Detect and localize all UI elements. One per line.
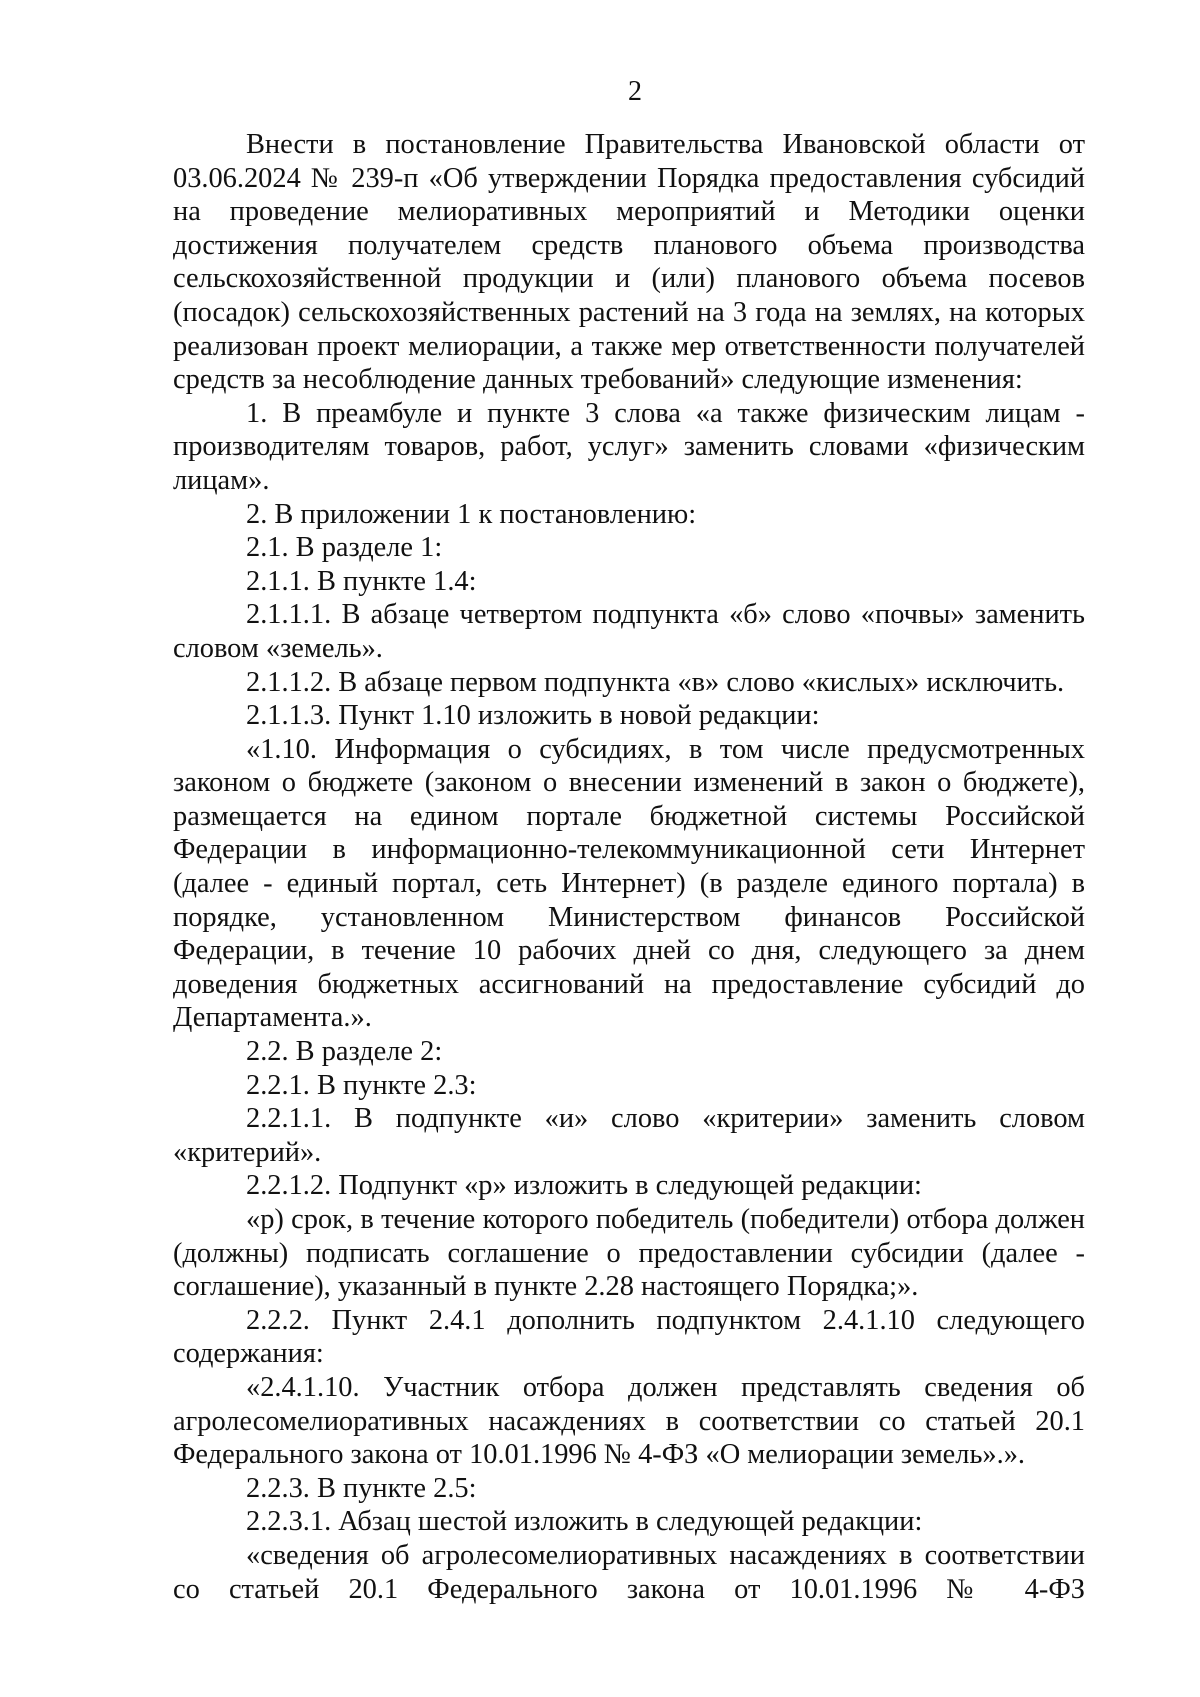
paragraph-item-2-2-1-2: 2.2.1.2. Подпункт «р» изложить в следующей редакции: [246,1170,922,1202]
paragraph-quote-continued: «сведения об агролесомелиоративных насаждениях в соответствии со статьей 20.1 Федерального закона от 10.01.1996 № 4-ФЗ [173,1539,1085,1605]
paragraph-item-2-1: 2.1. В разделе 1: [246,532,443,564]
document-body [173,128,1085,1606]
paragraph-item-2-2-3: 2.2.3. В пункте 2.5: [246,1472,477,1504]
paragraph-item-2-2-2: 2.2.2. Пункт 2.4.1 дополнить подпунктом 2.4.1.10 следующего содержания: [173,1304,1085,1370]
paragraph-item-2-1-1-1: 2.1.1.1. В абзаце четвертом подпункта «б» слово «почвы» заменить словом «земель». [173,599,1085,664]
paragraph-item-2-2-3-1: 2.2.3.1. Абзац шестой изложить в следующей редакции: [246,1506,923,1538]
paragraph-intro: Внести в постановление Правительства Ивановской области от 03.06.2024 № 239-п «Об утверждении Порядка предоставления субсидий на проведение мелиоративных мероприятий и Методики оценки достижения получателем средств планового объема производства сельскохозяйственной продукции и (или) планового объема посевов (посадок) сельскохозяйственных растений на 3 года на землях, на которых реализован проект мелиорации, а также мер ответственности получателей средств за несоблюдение данных требований» следующие изменения: [173,129,1085,396]
paragraph-item-2-1-1: 2.1.1. В пункте 1.4: [246,565,477,597]
page-number: 2 [628,76,642,107]
paragraph-quote-1-10: «1.10. Информация о субсидиях, в том числе предусмотренных законом о бюджете (законом о внесении изменений в закон о бюджете), размещается на едином портале бюджетной системы Российской Федерации в информационно-телекоммуникационной сети Интернет (далее - единый портал, сеть Интернет) (в разделе единого портала) в порядке, установленном Министерством финансов Российской Федерации, в течение 10 рабочих дней со дня, следующего за днем доведения бюджетных ассигнований на предоставление субсидий до Департамента.». [173,733,1085,1034]
paragraph-item-2-1-1-3: 2.1.1.3. Пункт 1.10 изложить в новой редакции: [246,700,820,732]
paragraph-item-2-2-1: 2.2.1. В пункте 2.3: [246,1069,477,1101]
paragraph-item-1: 1. В преамбуле и пункте 3 слова «а также физическим лицам - производителям товаров, работ, услуг» заменить словами «физическим лицам». [173,397,1085,496]
paragraph-quote-r: «р) срок, в течение которого победитель (победители) отбора должен (должны) подписать соглашение о предоставлении субсидии (далее - соглашение), указанный в пункте 2.28 настоящего Порядка;». [173,1204,1085,1303]
paragraph-item-2-1-1-2: 2.1.1.2. В абзаце первом подпункта «в» слово «кислых» исключить. [246,666,1065,698]
paragraph-item-2-2-1-1: 2.2.1.1. В подпункте «и» слово «критерии» заменить словом «критерий». [173,1103,1085,1168]
paragraph-item-2-2: 2.2. В разделе 2: [246,1036,443,1068]
paragraph-quote-2-4-1-10: «2.4.1.10. Участник отбора должен представлять сведения об агролесомелиоративных насаждениях в соответствии со статьей 20.1 Федерального закона от 10.01.1996 № 4-ФЗ «О мелиорации земель».». [173,1371,1085,1471]
paragraph-item-2: 2. В приложении 1 к постановлению: [246,498,697,530]
